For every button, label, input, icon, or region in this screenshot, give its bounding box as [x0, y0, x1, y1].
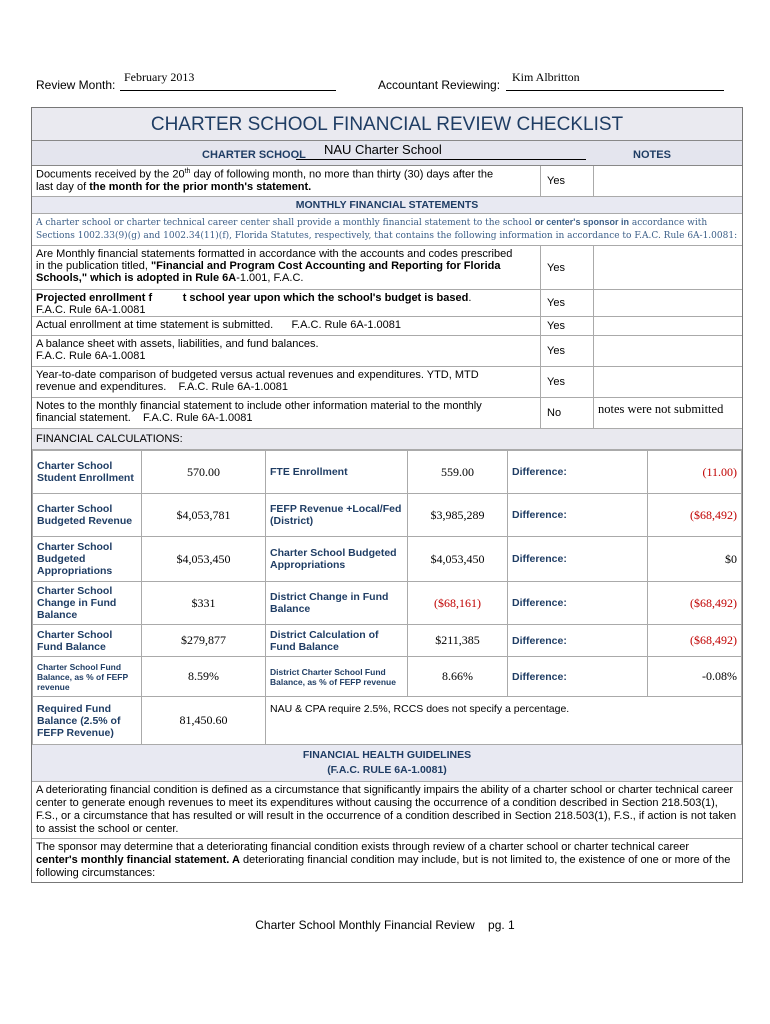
checklist-form	[31, 107, 743, 883]
accountant-label: Accountant Reviewing:	[378, 78, 501, 92]
school-name-line	[296, 159, 586, 160]
page-title: CHARTER SCHOOL FINANCIAL REVIEW CHECKLIST	[32, 108, 742, 141]
school-name-value: NAU Charter School	[324, 142, 442, 157]
item-answer: Yes	[541, 317, 594, 335]
review-header	[36, 70, 736, 94]
checklist-item: A balance sheet with assets, liabilities, and fund balances. F.A.C. Rule 6A-1.0081 Yes	[32, 336, 742, 367]
page-number: pg. 1	[488, 918, 515, 932]
monthly-statements-heading: MONTHLY FINANCIAL STATEMENTS	[32, 197, 742, 214]
documents-row: Documents received by the 20th day of following month, no more than thirty (30) days after the last day of the month for the prior month's statement. Yes	[32, 166, 742, 197]
item-answer: Yes	[541, 246, 594, 289]
checklist-item: Projected enrollment f t school year upon which the school's budget is based. F.A.C. Rule 6A-1.0081 Yes	[32, 290, 742, 317]
documents-answer: Yes	[541, 166, 594, 196]
checklist-item: Are Monthly financial statements formatted in accordance with the accounts and codes prescribed in the publication titled, "Financial and Program Cost Accounting and Reporting for Florida Schools," which is adopted in Rule 6A-1.001, F.A.C. Yes	[32, 246, 742, 290]
accountant-value: Kim Albritton	[512, 70, 580, 84]
notes-header: NOTES	[633, 149, 671, 161]
footer-text: Charter School Monthly Financial Review	[255, 918, 475, 932]
calculations-table	[32, 450, 742, 745]
required-fund-row: Required Fund Balance (2.5% of FEFP Revenue) 81,450.60 NAU & CPA require 2.5%, RCCS does not specify a percentage.	[33, 697, 742, 745]
checklist-item: Year-to-date comparison of budgeted versus actual revenues and expenditures. YTD, MTD revenue and expenditures. F.A.C. Rule 6A-1.0081 Yes	[32, 367, 742, 398]
review-month-value: February 2013	[124, 70, 195, 84]
item-answer: Yes	[541, 336, 594, 366]
calc-row: Charter School Fund Balance $279,877 District Calculation of Fund Balance $211,385 Difference: ($68,492)	[33, 625, 742, 657]
checklist-item: Actual enrollment at time statement is submitted. F.A.C. Rule 6A-1.0081 Yes	[32, 317, 742, 336]
calc-row: Charter School Budgeted Revenue $4,053,781 FEFP Revenue +Local/Fed (District) $3,985,289 Difference: ($68,492)	[33, 494, 742, 537]
calc-row: Charter School Student Enrollment 570.00 FTE Enrollment 559.00 Difference: (11.00)	[33, 451, 742, 494]
item-answer: Yes	[541, 367, 594, 397]
checklist-item: Notes to the monthly financial statement to include other information material to the monthly financial statement. F.A.C. Rule 6A-1.0081 No notes were not submitted	[32, 398, 742, 429]
health-para-1: A deteriorating financial condition is defined as a circumstance that significantly impairs the ability of a charter school or charter technical career center to generate enough revenues to meet its expenditures without causing the occurrence of a condition described in Section 218.503(1), F.S., or a circumstance that has resulted or will result in the occurrence of a condition described in Section 218.503(1), F.S., if action is not taken to assist the school or center.	[32, 782, 742, 839]
health-para-2: The sponsor may determine that a deteriorating financial condition exists through review of a charter school or charter technical career center's monthly financial statement. A deteriorating financial condition may include, but is not limited to, the existence of one or more of the following circumstances:	[36, 841, 731, 879]
page-footer	[0, 918, 770, 932]
health-heading: FINANCIAL HEALTH GUIDELINES (F.A.C. RULE 6A-1.0081)	[32, 745, 742, 782]
charter-school-label: CHARTER SCHOOL	[202, 149, 306, 161]
review-month-label: Review Month:	[36, 78, 116, 92]
item-answer: Yes	[541, 290, 594, 316]
calculations-heading: FINANCIAL CALCULATIONS:	[32, 429, 742, 450]
calc-row: Charter School Budgeted Appropriations $4,053,450 Charter School Budgeted Appropriations $4,053,450 Difference: $0	[33, 537, 742, 582]
item-answer: No	[541, 398, 594, 428]
school-row	[32, 141, 742, 166]
monthly-intro: A charter school or charter technical career center shall provide a monthly financial statement to the school or center's sponsor in accordance with Sections 1002.33(9)(g) and 1002.34(11)(f), Florida Statutes, respectively, that contains the following information in accordance to F.A.C. Rule 6A-1.0081:	[32, 214, 742, 246]
calc-row: Charter School Fund Balance, as % of FEFP revenue 8.59% District Charter School Fund Balance, as % of FEFP revenue 8.66% Difference: -0.08%	[33, 657, 742, 697]
calc-row: Charter School Change in Fund Balance $331 District Change in Fund Balance ($68,161) Difference: ($68,492)	[33, 582, 742, 625]
item-note: notes were not submitted	[598, 402, 724, 416]
